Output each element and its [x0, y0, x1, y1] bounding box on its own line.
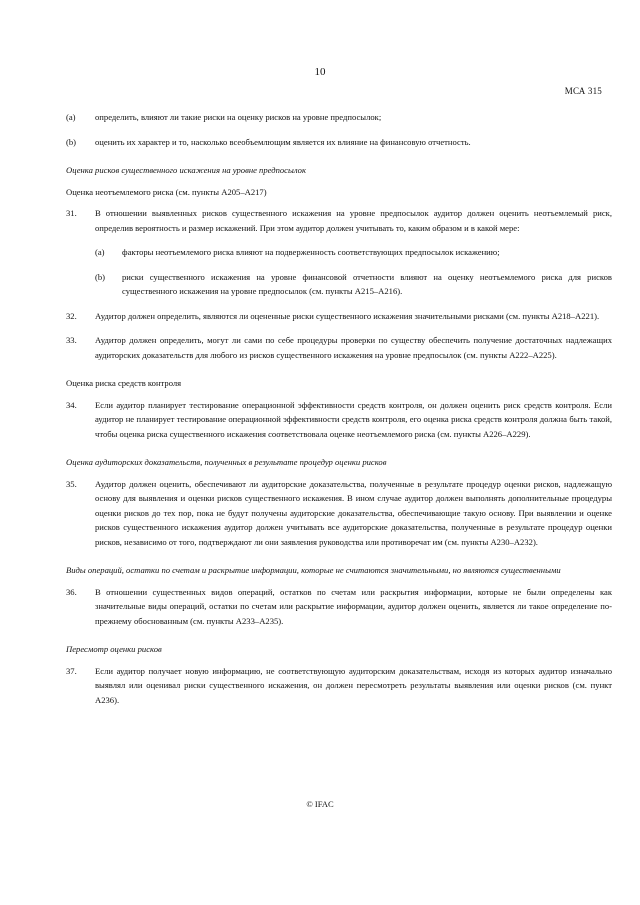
- paragraph-number: 31.: [66, 208, 77, 218]
- list-item: [66, 110, 612, 125]
- subsection-heading-inherent: Оценка неотъемлемого риска (см. пункты A205–A217): [66, 186, 267, 197]
- section-heading-revision: Пересмотр оценки рисков: [66, 644, 162, 654]
- paragraph-37: [66, 664, 612, 708]
- paragraph-number: 35.: [66, 478, 77, 489]
- list-marker: (a): [66, 112, 76, 122]
- paragraph-text: Аудитор должен определить, могут ли сами по себе процедуры проверки по существу обеспечить получение достаточных надлежащих аудиторских доказательств для любого из рисков существенного искажения на уровне предпосылок (см. пункты A222–A225).: [95, 335, 612, 360]
- paragraph-text: В отношении существенных видов операций, остатков по счетам или раскрытия информации, которые не были определены как значительные виды операций, остатки по счетам или раскрытие информации, аудитор должен оценить, является ли такое определение по-прежнему обоснованным (см. пункты A233–A235).: [95, 586, 612, 626]
- paragraph-text: Если аудитор получает новую информацию, не соответствующую аудиторским доказательствам, исходя из которых аудитор изначально выявлял или оценивал риски существенного искажения, он должен пересмотреть результаты выявления или оценки рисков (см. пункт A236).: [95, 665, 612, 705]
- list-text: оценить их характер и то, насколько всеобъемлющим является их влияние на финансовую отчетность.: [95, 136, 471, 147]
- paragraph-31: [66, 206, 612, 235]
- section-heading-evidence: Оценка аудиторских доказательств, полученных в результате процедур оценки рисков: [66, 457, 387, 467]
- document-code: МСА 315: [564, 86, 602, 96]
- copyright-footer: © IFAC: [306, 799, 334, 809]
- page-number: 10: [314, 66, 326, 78]
- paragraph-text: В отношении выявленных рисков существенного искажения на уровне предпосылок аудитор должен оценить неотъемлемый риск, определив вероятность и размер искажений. При этом аудитор должен учитывать то, каким образом и в какой мере:: [95, 208, 612, 233]
- document-body: [66, 110, 612, 707]
- paragraph-32: [66, 309, 612, 324]
- paragraph-text: Аудитор должен оценить, обеспечивают ли аудиторские доказательства, полученные в результате процедур оценки рисков, надлежащую основу для выявления и оценки рисков существенного искажения. В ином случае аудитор должен выполнять дополнительные процедуры оценки рисков до тех пор, пока не будут получены аудиторские доказательства, обеспечивающие такую основу. При выявлении и оценке рисков существенного искажения аудитор должен учитывать все аудиторские доказательства, полученные в результате процедур оценки рисков, независимо от того, подтверждают ли они заявления руководства или противоречат им (см. пункты A230–A232).: [95, 478, 612, 547]
- sub-text: риски существенного искажения на уровне финансовой отчетности влияют на оценку неотъемлемого риска для рисков существенного искажения на уровне предпосылок (см. пункты A215–A216).: [122, 271, 612, 296]
- section-heading-classes: Виды операций, остатки по счетам и раскрытие информации, которые не считаются значительными, но являются существенными: [66, 565, 561, 575]
- paragraph-number: 34.: [66, 399, 77, 410]
- paragraph-35: [66, 477, 612, 550]
- paragraph-number: 37.: [66, 665, 77, 676]
- list-item: [66, 135, 612, 150]
- sub-item: [95, 270, 612, 299]
- sub-item: [95, 245, 612, 260]
- section-heading-assertion: Оценка рисков существенного искажения на уровне предпосылок: [66, 165, 306, 175]
- paragraph-34: [66, 398, 612, 442]
- sub-marker: (a): [95, 247, 105, 257]
- paragraph-36: [66, 585, 612, 629]
- paragraph-text: Аудитор должен определить, являются ли оцененные риски существенного искажения значительными рисками (см. пункты A218–A221).: [95, 310, 600, 321]
- list-text: определить, влияют ли такие риски на оценку рисков на уровне предпосылок;: [95, 112, 382, 122]
- sub-text: факторы неотъемлемого риска влияют на подверженность соответствующих предпосылок искажению;: [122, 247, 500, 257]
- paragraph-number: 36.: [66, 586, 77, 597]
- paragraph-text: Если аудитор планирует тестирование операционной эффективности средств контроля, он должен оценить риск средств контроля. Если аудитор не планирует тестирование операционной эффективности средств контроля, его оценка риска средств контроля должна быть такой, чтобы оценка риска существенного искажения соответствовала оценке неотъемлемого риска (см. пункты A226–A229).: [95, 399, 612, 439]
- list-marker: (b): [66, 136, 77, 147]
- paragraph-33: [66, 333, 612, 362]
- paragraph-number: 33.: [66, 335, 77, 345]
- sub-marker: (b): [95, 271, 106, 282]
- paragraph-number: 32.: [66, 310, 77, 321]
- subsection-heading-control: Оценка риска средств контроля: [66, 378, 182, 388]
